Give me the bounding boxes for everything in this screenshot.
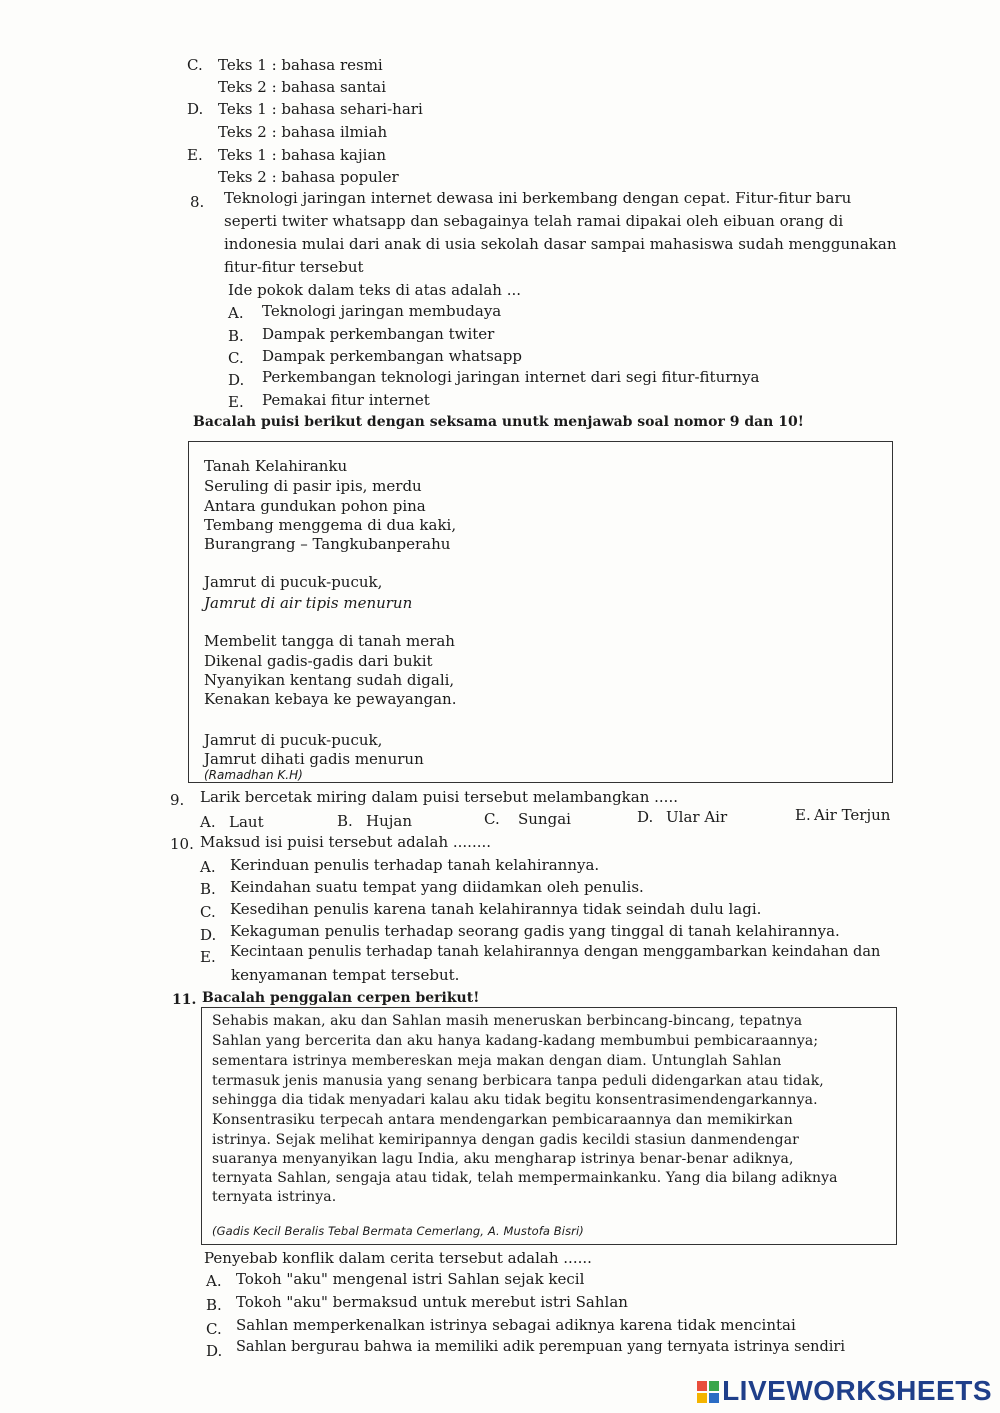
option-letter[interactable]: B.: [228, 327, 244, 345]
option-letter[interactable]: B.: [200, 880, 216, 898]
poem-line: Seruling di pasir ipis, merdu: [204, 477, 422, 495]
story-box: [201, 1007, 897, 1245]
story-source: (Gadis Kecil Beralis Tebal Bermata Cemerlang, A. Mustofa Bisri): [212, 1224, 584, 1238]
option-text: Teks 2 : bahasa ilmiah: [218, 123, 388, 141]
option-letter[interactable]: D.: [637, 808, 654, 826]
option-text[interactable]: Kerinduan penulis terhadap tanah kelahirannya.: [230, 856, 600, 874]
story-line: Sehabis makan, aku dan Sahlan masih meneruskan berbincang-bincang, tepatnya: [212, 1013, 803, 1029]
option-text: Teks 2 : bahasa populer: [218, 168, 399, 186]
question-number: 8.: [190, 193, 205, 211]
option-letter[interactable]: C.: [228, 349, 244, 367]
option-text[interactable]: Tokoh "aku" bermaksud untuk merebut istri Sahlan: [236, 1293, 628, 1311]
story-line: suaranya menyanyikan lagu India, aku mengharap istrinya benar-benar adiknya,: [212, 1151, 794, 1167]
option-letter[interactable]: E.: [795, 806, 811, 824]
question-number: 10.: [170, 835, 194, 853]
poem-line: Nyanyikan kentang sudah digali,: [204, 671, 455, 689]
option-letter[interactable]: D.: [200, 926, 217, 944]
poem-box: [188, 441, 893, 783]
option-text: Teks 1 : bahasa resmi: [218, 56, 383, 74]
question-number: 9.: [170, 791, 185, 809]
option-letter[interactable]: A.: [228, 304, 244, 322]
option-text-continued: kenyamanan tempat tersebut.: [231, 966, 460, 984]
option-letter[interactable]: C.: [200, 903, 216, 921]
option-text[interactable]: Air Terjun: [814, 806, 891, 824]
story-line: sementara istrinya membereskan meja makan dengan diam. Untunglah Sahlan: [212, 1053, 782, 1069]
question-text: Penyebab konflik dalam cerita tersebut adalah ......: [204, 1249, 592, 1267]
option-text[interactable]: Tokoh "aku" mengenal istri Sahlan sejak kecil: [236, 1270, 585, 1288]
story-instruction: Bacalah penggalan cerpen berikut!: [202, 990, 480, 1006]
passage-line: Teknologi jaringan internet dewasa ini berkembang dengan cepat. Fitur-fitur baru: [224, 189, 852, 207]
question-text: Larik bercetak miring dalam puisi tersebut melambangkan .....: [200, 788, 678, 806]
poem-line: Dikenal gadis-gadis dari bukit: [204, 652, 433, 670]
option-text[interactable]: Sahlan memperkenalkan istrinya sebagai adiknya karena tidak mencintai: [236, 1316, 796, 1334]
liveworksheets-logo: [697, 1375, 992, 1407]
question-text: Ide pokok dalam teks di atas adalah ...: [228, 281, 522, 299]
poem-title: Tanah Kelahiranku: [204, 457, 348, 475]
story-line: ternyata Sahlan, sengaja atau tidak, telah mempermainkanku. Yang dia bilang adiknya: [212, 1170, 838, 1186]
option-text[interactable]: Dampak perkembangan twiter: [262, 325, 495, 343]
option-letter[interactable]: D.: [228, 371, 245, 389]
story-line: ternyata istrinya.: [212, 1189, 337, 1205]
option-text: Teks 1 : bahasa kajian: [218, 146, 387, 164]
option-letter[interactable]: D.: [206, 1342, 223, 1360]
option-letter[interactable]: C.: [206, 1320, 222, 1338]
option-text[interactable]: Dampak perkembangan whatsapp: [262, 347, 522, 365]
story-line: Konsentrasiku terpecah antara mendengarkan pembicaraannya dan memikirkan: [212, 1112, 793, 1128]
passage-line: indonesia mulai dari anak di usia sekolah dasar sampai mahasiswa sudah menggunakan: [224, 235, 897, 253]
option-letter[interactable]: B.: [337, 812, 353, 830]
poem-line: Jamrut dihati gadis menurun: [204, 750, 424, 768]
poem-line-italic: Jamrut di air tipis menurun: [204, 594, 413, 612]
story-line: sehingga dia tidak menyadari kalau aku tidak begitu konsentrasimendengarkannya.: [212, 1092, 818, 1108]
option-text: Teks 2 : bahasa santai: [218, 78, 387, 96]
story-line: termasuk jenis manusia yang senang berbicara tanpa peduli didengarkan atau tidak,: [212, 1073, 824, 1089]
poem-line: Kenakan kebaya ke pewayangan.: [204, 690, 457, 708]
poem-author: (Ramadhan K.H): [204, 768, 303, 782]
option-text[interactable]: Kekaguman penulis terhadap seorang gadis yang tinggal di tanah kelahirannya.: [230, 922, 840, 940]
option-text[interactable]: Sahlan bergurau bahwa ia memiliki adik perempuan yang ternyata istrinya sendiri: [236, 1339, 845, 1355]
option-text[interactable]: Kecintaan penulis terhadap tanah kelahirannya dengan menggambarkan keindahan dan: [230, 944, 881, 960]
option-text[interactable]: Teknologi jaringan membudaya: [262, 302, 502, 320]
question-text: Maksud isi puisi tersebut adalah ........: [200, 833, 492, 851]
passage-line: fitur-fitur tersebut: [224, 258, 364, 276]
option-letter: D.: [187, 100, 204, 118]
option-letter: C.: [187, 56, 203, 74]
option-letter[interactable]: A.: [206, 1272, 222, 1290]
poem-line: Membelit tangga di tanah merah: [204, 632, 455, 650]
option-text[interactable]: Laut: [229, 813, 264, 831]
option-letter[interactable]: C.: [484, 810, 500, 828]
brand-name: LIVEWORKSHEETS: [722, 1375, 992, 1406]
poem-line: Antara gundukan pohon pina: [204, 497, 426, 515]
poem-line: Jamrut di pucuk-pucuk,: [204, 573, 383, 591]
option-text[interactable]: Perkembangan teknologi jaringan internet dari segi fitur-fiturnya: [262, 368, 760, 386]
poem-line: Burangrang – Tangkubanperahu: [204, 535, 451, 553]
liveworksheets-icon: [697, 1381, 719, 1403]
option-text[interactable]: Ular Air: [666, 808, 728, 826]
option-letter[interactable]: A.: [200, 858, 216, 876]
option-text: Teks 1 : bahasa sehari-hari: [218, 100, 423, 118]
option-text[interactable]: Pemakai fitur internet: [262, 391, 430, 409]
question-number: 11.: [172, 992, 197, 1008]
option-text[interactable]: Sungai: [518, 810, 571, 828]
passage-line: seperti twiter whatsapp dan sebagainya telah ramai dipakai oleh eibuan orang di: [224, 212, 844, 230]
option-text[interactable]: Keindahan suatu tempat yang diidamkan oleh penulis.: [230, 878, 644, 896]
option-letter[interactable]: A.: [200, 813, 216, 831]
poem-instruction: Bacalah puisi berikut dengan seksama unutk menjawab soal nomor 9 dan 10!: [193, 414, 804, 430]
poem-line: Tembang menggema di dua kaki,: [204, 516, 457, 534]
option-text[interactable]: Kesedihan penulis karena tanah kelahirannya tidak seindah dulu lagi.: [230, 900, 762, 918]
option-letter[interactable]: E.: [200, 948, 216, 966]
option-letter: E.: [187, 146, 203, 164]
poem-line: Jamrut di pucuk-pucuk,: [204, 731, 383, 749]
story-line: istrinya. Sejak melihat kemiripannya dengan gadis kecildi stasiun danmendengar: [212, 1132, 799, 1148]
option-letter[interactable]: E.: [228, 393, 244, 411]
option-text[interactable]: Hujan: [366, 812, 412, 830]
story-line: Sahlan yang bercerita dan aku hanya kadang-kadang membumbui pembicaraannya;: [212, 1033, 819, 1049]
option-letter[interactable]: B.: [206, 1296, 222, 1314]
